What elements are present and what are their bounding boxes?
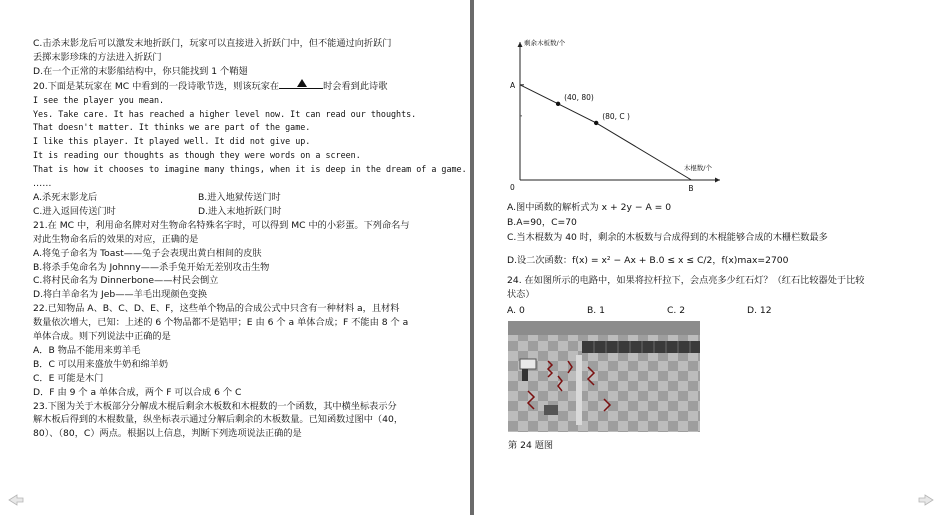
text-line: 丢掷末影珍珠的方法进入折跃门 <box>33 51 162 63</box>
question-20 <box>33 79 453 94</box>
poem-line: I see the player you mean. <box>33 94 165 105</box>
q23-option-d: D.设二次函数：f(x) = x² − Ax + B.0 ≤ x ≤ C/2，f(x)max=2700 <box>507 255 789 266</box>
q24-option-a: A. 0 <box>507 305 525 316</box>
poem-line: That doesn't matter. It thinks we are part of the game. <box>33 122 311 133</box>
q20-stem-end: 时会看到此诗歌 <box>323 80 388 92</box>
text-line: 23.下图为关于木板部分分解成木棍后剩余木板数和木棍数的一个函数，其中横坐标表示分 <box>33 400 397 412</box>
function-line <box>520 85 691 180</box>
data-point <box>594 121 598 125</box>
text-line: D．F 由 9 个 a 单体合成，两个 F 可以合成 6 个 C <box>33 386 242 398</box>
q24-stem: 状态） <box>507 289 535 300</box>
chart-marks <box>510 38 720 193</box>
poem-line: Yes. Take care. It has reached a higher level now. It can read our thoughts. <box>33 108 417 119</box>
q24-option-d: D. 12 <box>747 305 772 316</box>
right-page <box>474 0 942 515</box>
answer-blank <box>279 79 323 89</box>
poem-line: I like this player. It played well. It did not give up. <box>33 136 311 147</box>
text-line: A.将兔子命名为 Toast——兔子会表现出黄白相间的皮肤 <box>33 247 262 259</box>
point-a-label: A <box>510 80 516 90</box>
text-line: 21.在 MC 中，利用命名牌对对生物命名特殊名字时，可以得到 MC 中的小彩蛋。下列命名与 <box>33 219 410 231</box>
text-line: D.在一个正常的末影船结构中，你只能找到 1 个鞘翅 <box>33 65 248 77</box>
q23-option-b: B.A=90，C=70 <box>507 217 577 228</box>
q20-options-row <box>33 205 453 219</box>
redstone-circuit-image <box>508 321 700 432</box>
text-line: 数量依次增大，已知：上述的 6 个物品都不是锆甲；E 由 6 个 a 单体合成；F 不能由 8 个 a <box>33 317 409 329</box>
point-b-label: B <box>688 184 694 193</box>
q24-option-b: B. 1 <box>587 305 605 316</box>
q23-options <box>507 200 937 318</box>
figure-caption: 第 24 题图 <box>508 440 554 451</box>
origin-label: 0 <box>510 183 515 192</box>
text-line: A．B 物品不能用来剪羊毛 <box>33 344 141 356</box>
q24-option-c: C. 2 <box>667 305 686 316</box>
prev-page-arrow-icon[interactable] <box>8 494 24 506</box>
poem-line: That is how it chooses to imagine many things, when it is deep in the dream of a game. <box>33 164 467 175</box>
y-axis-arrow <box>518 42 523 47</box>
poem-line: It is reading our thoughts as though they were words on a screen. <box>33 150 361 161</box>
text-line: C.将村民命名为 Dinnerbone——村民会倒立 <box>33 275 219 287</box>
q20-option-c: C.进入返回传送门时 <box>33 205 116 217</box>
text-line: 单体合成。则下列说法中正确的是 <box>33 331 171 343</box>
text-line: 22.已知物品 A、B、C、D、E、F，这些单个物品的合成公式中只含有一种材料 a，且材料 <box>33 303 400 315</box>
data-point-label: (40, 80) <box>564 92 594 102</box>
text-line: D.将白羊命名为 Jeb——羊毛出现颜色变换 <box>33 289 208 301</box>
q20-options-row <box>33 191 453 205</box>
q23-option-a: A.图中函数的解析式为 x + 2y − A = 0 <box>507 202 672 213</box>
text-line: 解木板后得到的木棍数量，纵坐标表示通过分解后剩余的木板数量。已知函数过图中（40， <box>33 414 404 426</box>
x-axis-label: 木棍数/个 <box>683 164 713 172</box>
data-point <box>556 102 560 106</box>
x-axis-arrow <box>715 178 720 183</box>
text-line: C.击杀末影龙后可以激发末地折跃门，玩家可以直接进入折跃门中，但不能通过向折跃门 <box>33 38 392 49</box>
y-axis-label: 剩余木板数/个 <box>524 39 566 47</box>
q24-options-row <box>507 304 937 318</box>
function-chart <box>504 34 729 194</box>
q20-option-b: B.进入地狱传送门时 <box>198 191 281 203</box>
poem-ellipsis: …… <box>33 178 52 190</box>
next-page-arrow-icon[interactable] <box>918 494 934 506</box>
text-line: B.将杀手兔命名为 Johnny——杀手兔开始无差别攻击生物 <box>33 261 270 273</box>
q23-option-c: C.当木棍数为 40 时，剩余的木板数与合成得到的木棍能够合成的木栅栏数最多 <box>507 232 828 243</box>
q24-stem: 24. 在如图所示的电路中，如果将拉杆拉下，会点亮多少红石灯？（红石比较器处于比较 <box>507 275 865 286</box>
triangle-icon <box>297 79 307 87</box>
text-line: 对此生物命名后的效果的对应，正确的是 <box>33 233 199 245</box>
text-line: 80）、（80，C）两点。根据以上信息，判断下列选项说法正确的是 <box>33 428 302 440</box>
left-text-block <box>33 37 467 441</box>
text-line: B．C 可以用来盛放牛奶和绵羊奶 <box>33 358 169 370</box>
text-line: C．E 可能是木门 <box>33 372 104 384</box>
q20-option-d: D.进入末地折跃门时 <box>198 205 282 217</box>
q20-option-a: A.杀死末影龙后 <box>33 191 98 203</box>
q20-stem: 20.下面是某玩家在 MC 中看到的一段诗歌节选，则该玩家在 <box>33 80 280 92</box>
left-page <box>0 0 470 515</box>
data-point-label: (80, C ) <box>602 111 630 121</box>
